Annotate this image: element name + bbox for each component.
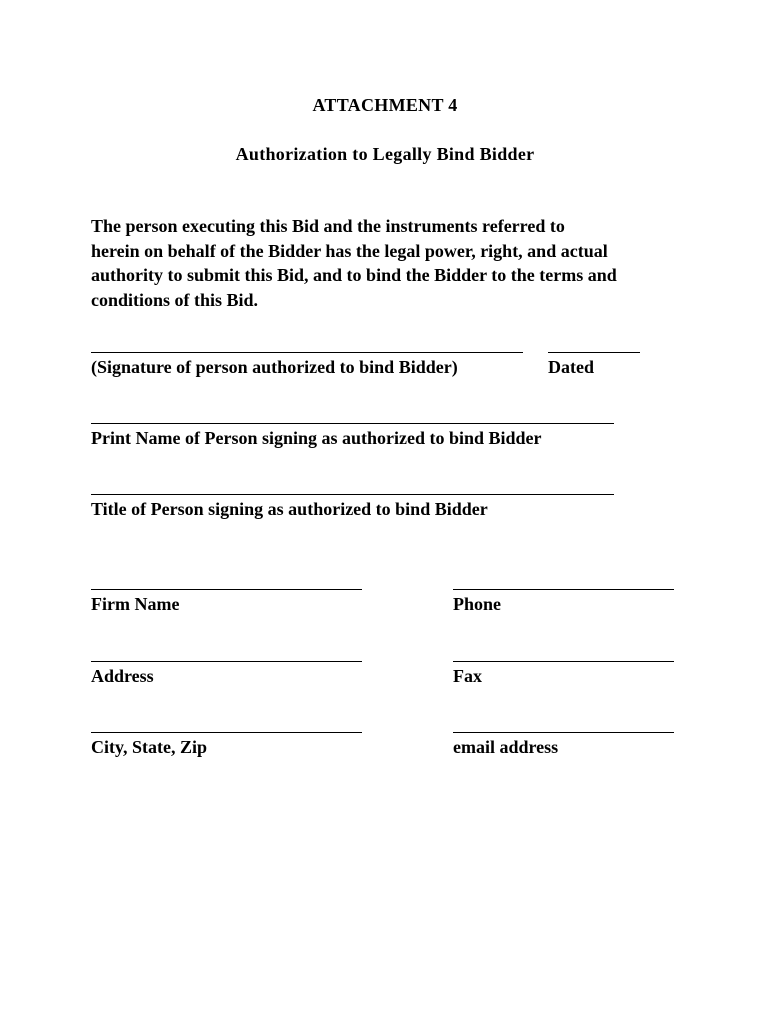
- title-label: Title of Person signing as authorized to bind Bidder: [91, 499, 488, 519]
- print-name-label: Print Name of Person signing as authorized to bind Bidder: [91, 428, 542, 448]
- city-state-zip-line[interactable]: [91, 732, 362, 733]
- print-name-line[interactable]: [91, 423, 614, 424]
- paragraph-line: The person executing this Bid and the instruments referred to: [91, 216, 565, 236]
- address-label: Address: [91, 666, 154, 686]
- address-line[interactable]: [91, 661, 362, 662]
- attachment-title: ATTACHMENT 4: [312, 95, 458, 115]
- paragraph-line: authority to submit this Bid, and to bind the Bidder to the terms and: [91, 265, 617, 285]
- dated-label: Dated: [548, 357, 594, 377]
- phone-label: Phone: [453, 594, 502, 614]
- fax-label: Fax: [453, 666, 482, 686]
- signature-line[interactable]: [91, 352, 523, 353]
- phone-line[interactable]: [453, 589, 674, 590]
- title-line[interactable]: [91, 494, 614, 495]
- fax-line[interactable]: [453, 661, 674, 662]
- authorization-paragraph: [91, 214, 691, 312]
- firm-name-label: Firm Name: [91, 594, 180, 614]
- email-label: email address: [453, 737, 559, 757]
- paragraph-line: herein on behalf of the Bidder has the legal power, right, and actual: [91, 240, 608, 261]
- firm-name-line[interactable]: [91, 589, 362, 590]
- document-subtitle: Authorization to Legally Bind Bidder: [235, 144, 535, 164]
- email-line[interactable]: [453, 732, 674, 733]
- signature-label: (Signature of person authorized to bind Bidder): [91, 357, 458, 377]
- paragraph-line: conditions of this Bid.: [91, 289, 259, 310]
- dated-line[interactable]: [548, 352, 640, 353]
- city-state-zip-label: City, State, Zip: [91, 737, 208, 757]
